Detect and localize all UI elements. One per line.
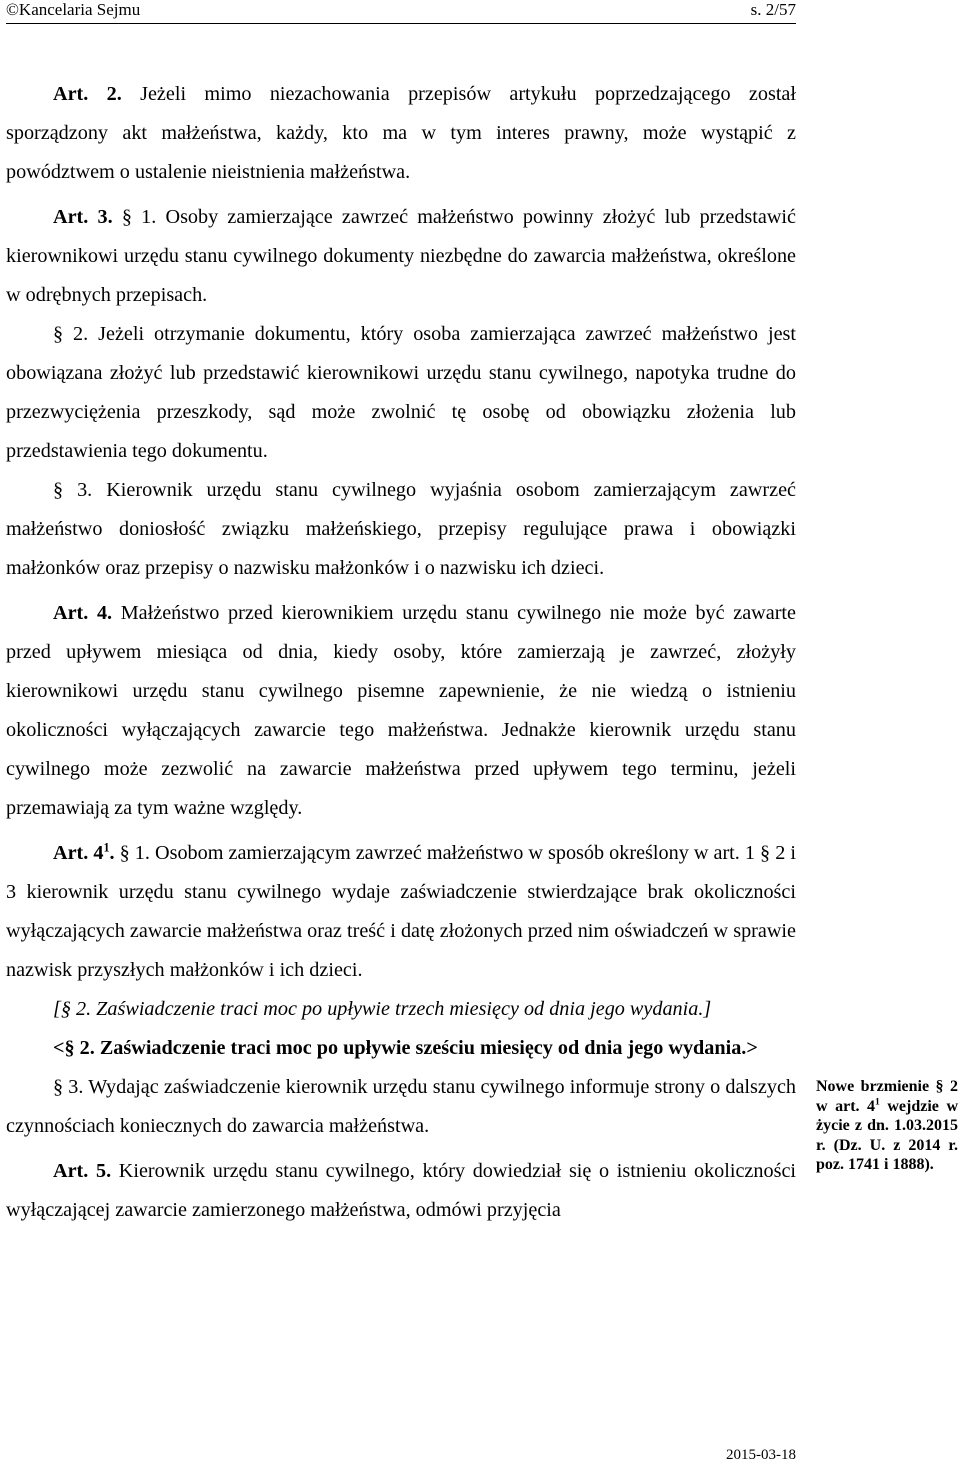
article-5: [6, 1152, 796, 1230]
article-4-1-superscript: 1: [103, 840, 110, 855]
article-4-1-par-1-text: § 1. Osobom zamierzającym zawrzeć małżeństwo w sposób określony w art. 1 § 2 i 3 kierownik urzędu stanu cywilnego wydaje zaświadczenie stwierdzające brak okoliczności wyłączających zawarcie małżeństwa oraz treść i datę złożonych przed nim oświadczeń w sprawie nazwisk przyszłych małżonków i ich dzieci.: [6, 842, 796, 981]
article-4-1-par-3: § 3. Wydając zaświadczenie kierownik urzędu stanu cywilnego informuje strony o dalszych czynnościach koniecznych do zawarcia małżeństwa.: [6, 1076, 796, 1137]
article-4-text: Małżeństwo przed kierownikiem urzędu stanu cywilnego nie może być zawarte przed upływem miesiąca od dnia, kiedy osoby, które zamierzają je zawrzeć, złożyły kierownikowi urzędu stanu cywilnego pisemne zapewnienie, że nie wiedzą o istnieniu okoliczności wyłączających zawarcie tego małżeństwa. Jednakże kierownik urzędu stanu cywilnego może zezwolić na zawarcie małżeństwa przed upływem tego terminu, jeżeli przemawiają za tym ważne względy.: [6, 602, 796, 819]
article-5-label: Art. 5.: [53, 1160, 112, 1182]
article-2-label: Art. 2.: [53, 83, 122, 105]
article-5-text: Kierownik urzędu stanu cywilnego, który dowiedział się o istnieniu okoliczności wyłączającej zawarcie zamierzonego małżeństwa, odmówi przyjęcia: [6, 1160, 797, 1221]
header-source: ©Kancelaria Sejmu: [6, 0, 141, 19]
article-3-par-1: [6, 198, 796, 315]
article-3-label: Art. 3.: [53, 206, 113, 228]
header-divider: [6, 23, 796, 24]
article-2: [6, 75, 796, 192]
article-3-par-1-text: § 1. Osoby zamierzające zawrzeć małżeństwo powinny złożyć lub przedstawić kierownikowi urzędu stanu cywilnego dokumenty niezbędne do zawarcia małżeństwa, określone w odrębnych przepisach.: [6, 206, 796, 306]
article-4: [6, 594, 796, 828]
document-body: [6, 75, 796, 1230]
article-4-1-par-1: [6, 834, 796, 990]
margin-note-superscript: 1: [875, 1096, 880, 1108]
article-4-label: Art. 4.: [53, 602, 113, 624]
article-4-1-label: Art. $4^1$.: [53, 840, 115, 864]
article-2-text: Jeżeli mimo niezachowania przepisów artykułu poprzedzającego został sporządzony akt małżeństwa, każdy, kto ma w tym interes prawny, może wystąpić z powództwem o ustalenie nieistnienia małżeństwa.: [6, 83, 796, 183]
page-number: s. 2/57: [750, 0, 796, 19]
margin-note: Nowe brzmienie § 2 w art. $4^1$ wejdzie w życie z dn. 1.03.2015 r. (Dz. U. z 2014 r. poz. 1741 i 1888).: [816, 1078, 958, 1173]
footer-date: 2015-03-18: [726, 1447, 796, 1463]
article-4-1-par-2-old: [§ 2. Zaświadczenie traci moc po upływie trzech miesięcy od dnia jego wydania.]: [53, 998, 712, 1020]
article-4-1-par-2-new: <§ 2. Zaświadczenie traci moc po upływie sześciu miesięcy od dnia jego wydania.>: [53, 1037, 758, 1059]
article-3-par-3: § 3. Kierownik urzędu stanu cywilnego wyjaśnia osobom zamierzającym zawrzeć małżeństwo doniosłość związku małżeńskiego, przepisy regulujące prawa i obowiązki małżonków oraz przepisy o nazwisku małżonków i o nazwisku ich dzieci.: [6, 479, 796, 579]
article-3-par-2: § 2. Jeżeli otrzymanie dokumentu, który osoba zamierzająca zawrzeć małżeństwo jest obowiązana złożyć lub przedstawić kierownikowi urzędu stanu cywilnego, napotyka trudne do przezwyciężenia przeszkody, sąd może zwolnić tę osobę od obowiązku złożenia lub przedstawienia tego dokumentu.: [6, 323, 796, 462]
